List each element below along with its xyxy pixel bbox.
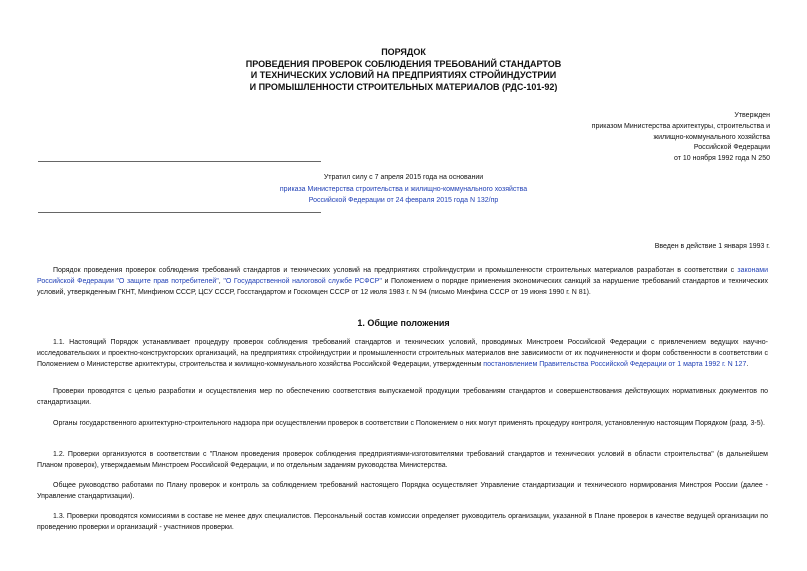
- preamble-text-3: и Положением о порядке применения экономических санкций за нарушение требований стандартов и технических условий, утвержденным ГКНТ, Минфином СССР, ЦСУ СССР, Госстандартом и Госкомцен СССР от 12 июля 1983 г. N 94 (письмо Минфина СССР от 19 июня 1990 г. N 81).: [37, 277, 768, 296]
- title-line-4: И ПРОМЫШЛЕННОСТИ СТРОИТЕЛЬНЫХ МАТЕРИАЛОВ (РДС-101-92): [249, 81, 558, 92]
- divider-bottom: [38, 212, 321, 213]
- lost-force-link-2[interactable]: Российской Федерации от 24 февраля 2015 года N 132/пр: [308, 197, 499, 204]
- approval-line-4: Российской Федерации: [693, 144, 770, 152]
- paragraph-1-1-text: 1.1. Настоящий Порядок устанавливает процедуру проверок соблюдения требований стандартов и технических условий, проводимых Минстроем Российской Федерации с привлечением ведущих научно-исследовательских и проектно-конструкторских организаций, на предприятиях стройиндустрии и промышленности строительных материалов вне зависимости от их подчиненности и форм собственности в соответствии с Положением о Министерстве архитектуры, строительства и жилищно-коммунального хозяйства Российской Федерации, утвержденным: [37, 339, 768, 368]
- approval-block: [510, 111, 770, 165]
- paragraph-1-1: [37, 338, 768, 370]
- paragraph-1-2-text: 1.2. Проверки организуются в соответствии с "Планом проведения проверок соблюдения предприятиями-изготовителями требований стандартов и технических условий в области строительства" (в дальнейшем Планом проверок), утверждаемым Минстроем Российской Федерации, и по отдельным заданиям руководства Министерства.: [37, 451, 768, 469]
- law-tax-service-link[interactable]: "О Государственной налоговой службе РСФСР": [223, 277, 382, 285]
- paragraph-1-2: [37, 450, 768, 472]
- paragraph-general: [37, 481, 768, 503]
- lost-force-note: [0, 172, 807, 207]
- paragraph-1-3-text: 1.3. Проверки проводятся комиссиями в составе не менее двух специалистов. Персональный состав комиссии определяет руководитель организации, указанной в Плане проверок в качестве ведущей организации по проведению проверки и организаций - участников проверки.: [37, 513, 768, 531]
- approval-line-3: жилищно-коммунального хозяйства: [653, 133, 770, 141]
- approval-line-2: приказом Министерства архитектуры, строительства и: [591, 122, 770, 130]
- preamble-paragraph: [37, 266, 768, 298]
- approval-line-5: от 10 ноября 1992 года N 250: [674, 155, 770, 163]
- effective-date: Введен в действие 1 января 1993 г.: [654, 243, 770, 250]
- title-line-3: И ТЕХНИЧЕСКИХ УСЛОВИЙ НА ПРЕДПРИЯТИЯХ СТРОЙИНДУСТРИИ: [250, 70, 557, 80]
- lost-force-line-1: Утратил силу с 7 апреля 2015 года на основании: [323, 174, 484, 181]
- document-title: [0, 47, 807, 93]
- law-consumer-rights-link[interactable]: законами Российской Федерации "О защите прав потребителей": [37, 267, 768, 285]
- section-1-heading: 1. Общие положения: [357, 318, 450, 328]
- title-line-1: ПОРЯДОК: [381, 47, 426, 57]
- divider-top: [38, 161, 321, 162]
- preamble-text-2: ,: [218, 277, 224, 285]
- title-line-2: ПРОВЕДЕНИЯ ПРОВЕРОК СОБЛЮДЕНИЯ ТРЕБОВАНИЙ СТАНДАРТОВ: [245, 58, 562, 69]
- paragraph-1-1-end: .: [746, 360, 749, 368]
- government-decree-link[interactable]: постановлением Правительства Российской Федерации от 1 марта 1992 г. N 127: [483, 360, 747, 368]
- paragraph-checks: [37, 387, 768, 409]
- paragraph-checks-text: Проверки проводятся с целью разработки и осуществления мер по обеспечению соответствия выпускаемой продукции требованиям стандартов и совершенствования действующих нормативных документов по стандартизации.: [37, 388, 768, 406]
- paragraph-general-text: Общее руководство работами по Плану проверок и контроль за соблюдением требований настоящего Порядка осуществляет Управление стандартизации и технического нормирования Минстроя России (далее - Управление стандартизации).: [37, 482, 768, 500]
- paragraph-1-3: [37, 512, 768, 534]
- lost-force-link-1[interactable]: приказа Министерства строительства и жилищно-коммунального хозяйства: [279, 185, 528, 193]
- paragraph-organs-text: Органы государственного архитектурно-строительного надзора при осуществлении проверок в соответствии с Положением о них могут применять процедуру контроля, установленную настоящим Порядком (разд. 3-5).: [53, 420, 765, 427]
- paragraph-organs: [37, 419, 768, 430]
- approval-line-1: Утвержден: [734, 112, 770, 119]
- preamble-text-1: Порядок проведения проверок соблюдения требований стандартов и технических условий на предприятиях стройиндустрии и промышленности строительных материалов разработан в соответствии с: [53, 267, 738, 274]
